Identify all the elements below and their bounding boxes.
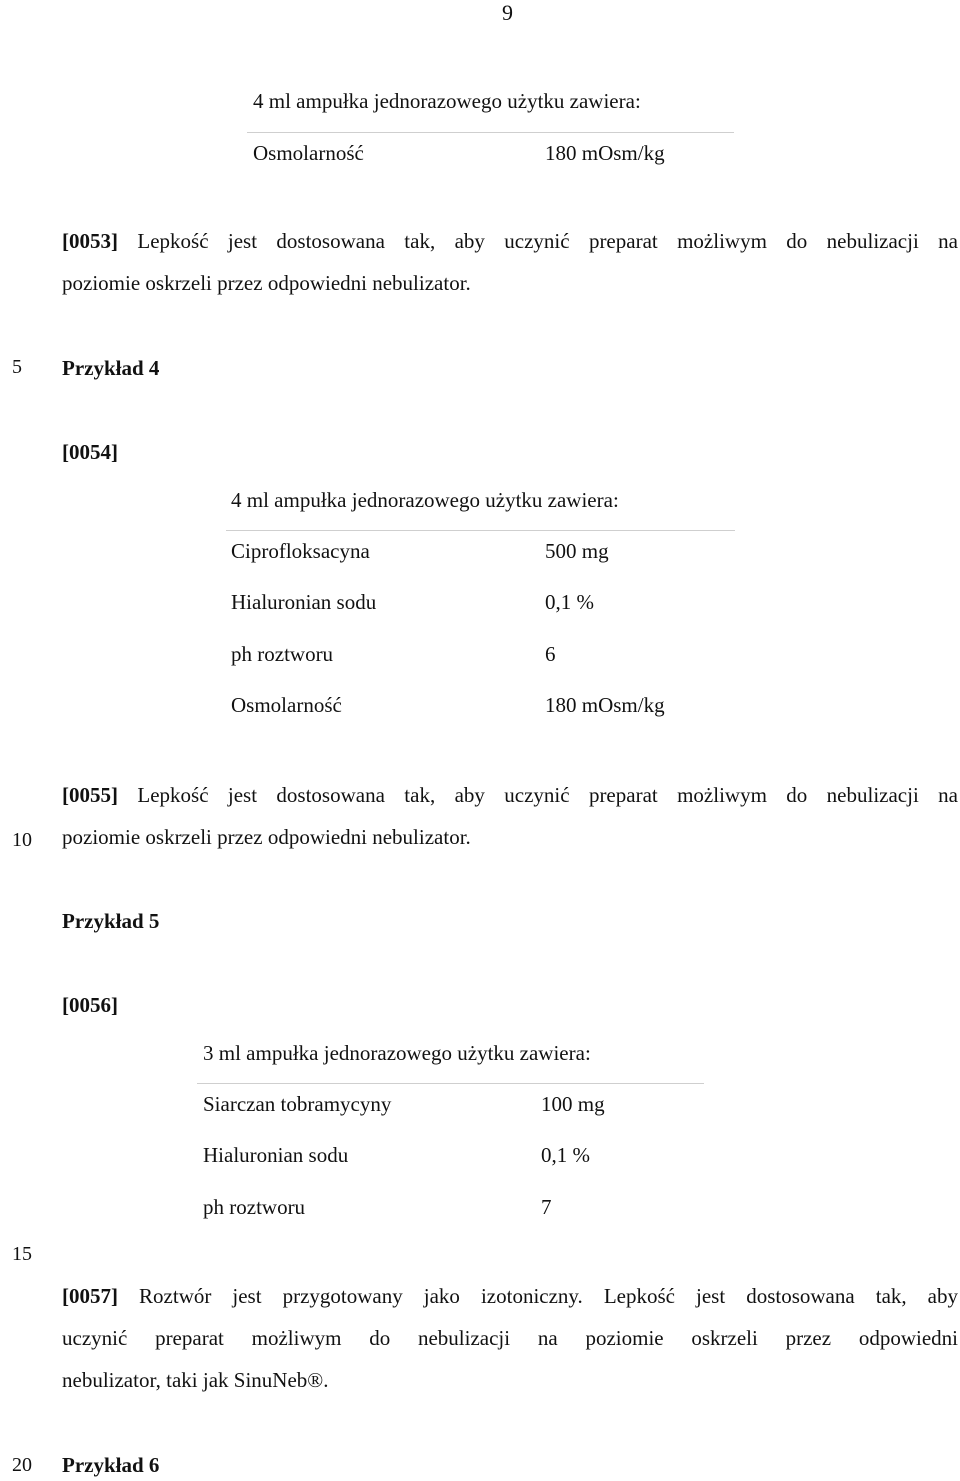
paragraph-id: [0053] [62, 229, 118, 253]
ingredient-value: 180 mOsm/kg [545, 141, 665, 165]
ingredient-name: Osmolarność [231, 693, 342, 717]
paragraph-0056-id: [0056] [62, 993, 118, 1017]
ingredient-name: Siarczan tobramycyny [203, 1092, 392, 1116]
ingredient-name: Hialuronian sodu [203, 1143, 349, 1167]
paragraph-0055-line-2: poziomie oskrzeli przez odpowiedni nebulizator. [62, 825, 471, 849]
table-divider [197, 1083, 704, 1084]
ingredient-value: 6 [545, 642, 556, 666]
paragraph-0054-id: [0054] [62, 440, 118, 464]
ingredients-caption: 4 ml ampułka jednorazowego użytku zawiera: [231, 488, 619, 512]
table-divider [247, 132, 734, 133]
paragraph-0057-line-1 [62, 1284, 958, 1309]
paragraph-text: uczynić preparat możliwym do nebulizacji na poziomie oskrzeli przez odpowiedni [62, 1326, 958, 1350]
paragraph-text: Roztwór jest przygotowany jako izotoniczny. Lepkość jest dostosowana tak, aby [139, 1284, 958, 1308]
ingredient-value: 180 mOsm/kg [545, 693, 665, 717]
ingredient-name: Osmolarność [253, 141, 364, 165]
ingredient-name: ph roztworu [231, 642, 334, 666]
example-4-heading: Przykład 4 [62, 356, 160, 380]
line-number-5: 5 [12, 356, 22, 378]
line-number-15: 15 [12, 1243, 32, 1265]
ingredients-caption: 3 ml ampułka jednorazowego użytku zawiera: [203, 1041, 591, 1065]
paragraph-text: Lepkość jest dostosowana tak, aby uczynić preparat możliwym do nebulizacji na [137, 229, 958, 253]
ingredient-name: ph roztworu [203, 1195, 306, 1219]
page-number: 9 [502, 0, 513, 25]
example-6-heading: Przykład 6 [62, 1453, 160, 1477]
ingredient-value: 0,1 % [541, 1143, 590, 1167]
ingredient-value: 500 mg [545, 539, 609, 563]
paragraph-0055-line-1 [62, 783, 958, 808]
ingredient-name: Hialuronian sodu [231, 590, 377, 614]
ingredient-value: 0,1 % [545, 590, 594, 614]
paragraph-text: Lepkość jest dostosowana tak, aby uczynić preparat możliwym do nebulizacji na [137, 783, 958, 807]
paragraph-0057-line-2 [62, 1326, 958, 1351]
ingredients-caption: 4 ml ampułka jednorazowego użytku zawiera: [253, 89, 641, 113]
paragraph-0053-line-1 [62, 229, 958, 254]
line-number-20: 20 [12, 1454, 32, 1476]
ingredient-name: Ciprofloksacyna [231, 539, 370, 563]
line-number-10: 10 [12, 829, 32, 851]
paragraph-id: [0055] [62, 783, 118, 807]
paragraph-0057-line-3: nebulizator, taki jak SinuNeb®. [62, 1368, 329, 1392]
paragraph-0053-line-2: poziomie oskrzeli przez odpowiedni nebulizator. [62, 271, 471, 295]
ingredient-value: 100 mg [541, 1092, 605, 1116]
example-5-heading: Przykład 5 [62, 909, 160, 933]
ingredient-value: 7 [541, 1195, 552, 1219]
table-divider [226, 530, 735, 531]
paragraph-id: [0057] [62, 1284, 118, 1308]
